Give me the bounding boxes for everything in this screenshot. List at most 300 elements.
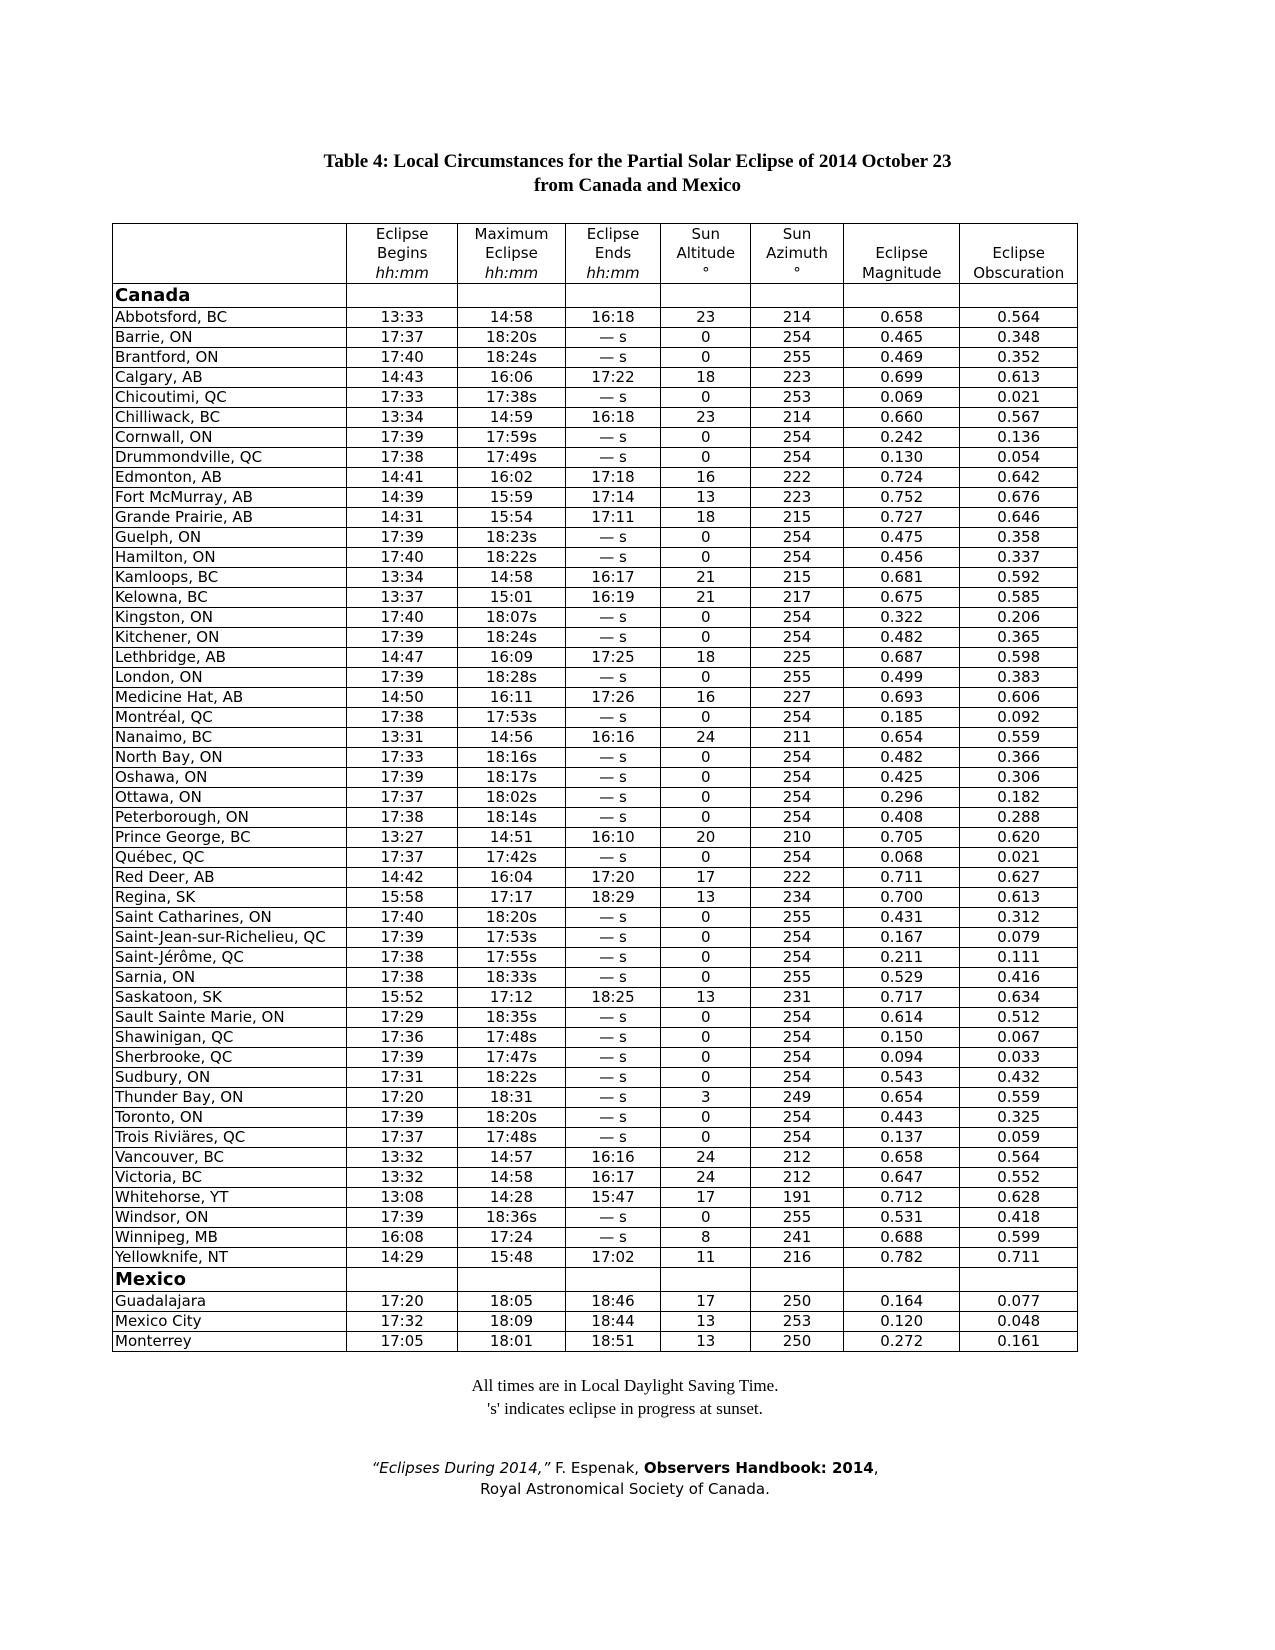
value-cell: 18:29 bbox=[565, 888, 661, 908]
value-cell: 0 bbox=[661, 388, 751, 408]
value-cell: 0.711 bbox=[960, 1248, 1078, 1268]
value-cell: 0 bbox=[661, 1008, 751, 1028]
location-cell: Medicine Hat, AB bbox=[113, 688, 347, 708]
value-cell: 0.365 bbox=[960, 628, 1078, 648]
value-cell: 17:53s bbox=[458, 928, 565, 948]
location-cell: London, ON bbox=[113, 668, 347, 688]
value-cell: 0.366 bbox=[960, 748, 1078, 768]
column-header bbox=[565, 224, 661, 284]
value-cell: 215 bbox=[751, 568, 844, 588]
value-cell: 17:39 bbox=[347, 528, 458, 548]
value-cell: 254 bbox=[751, 768, 844, 788]
value-cell: 212 bbox=[751, 1168, 844, 1188]
value-cell: 0.136 bbox=[960, 428, 1078, 448]
value-cell: 214 bbox=[751, 308, 844, 328]
value-cell: 14:50 bbox=[347, 688, 458, 708]
value-cell: 23 bbox=[661, 308, 751, 328]
value-cell: 0.033 bbox=[960, 1048, 1078, 1068]
value-cell: 17:05 bbox=[347, 1332, 458, 1352]
value-cell: — s bbox=[565, 1028, 661, 1048]
table-row bbox=[113, 388, 1078, 408]
value-cell: 0 bbox=[661, 848, 751, 868]
value-cell: 0.325 bbox=[960, 1108, 1078, 1128]
location-cell: Vancouver, BC bbox=[113, 1148, 347, 1168]
value-cell: 13 bbox=[661, 988, 751, 1008]
value-cell: 17 bbox=[661, 868, 751, 888]
table-row bbox=[113, 1088, 1078, 1108]
value-cell: 0.693 bbox=[843, 688, 960, 708]
value-cell: 17:18 bbox=[565, 468, 661, 488]
column-header bbox=[843, 224, 960, 284]
value-cell: 0.288 bbox=[960, 808, 1078, 828]
value-cell: — s bbox=[565, 548, 661, 568]
table-title-line1: Table 4: Local Circumstances for the Partial Solar Eclipse of 2014 October 23 bbox=[323, 151, 952, 172]
value-cell: 215 bbox=[751, 508, 844, 528]
value-cell: 13:31 bbox=[347, 728, 458, 748]
value-cell: 0 bbox=[661, 1068, 751, 1088]
location-cell: Guelph, ON bbox=[113, 528, 347, 548]
table-row bbox=[113, 988, 1078, 1008]
value-cell: 0.559 bbox=[960, 1088, 1078, 1108]
location-cell: Thunder Bay, ON bbox=[113, 1088, 347, 1108]
value-cell: 17:39 bbox=[347, 1048, 458, 1068]
location-cell: Shawinigan, QC bbox=[113, 1028, 347, 1048]
location-cell: Yellowknife, NT bbox=[113, 1248, 347, 1268]
value-cell: 254 bbox=[751, 848, 844, 868]
value-cell: 0.681 bbox=[843, 568, 960, 588]
value-cell: 0.543 bbox=[843, 1068, 960, 1088]
value-cell: 0.620 bbox=[960, 828, 1078, 848]
table-row bbox=[113, 1188, 1078, 1208]
value-cell: 0.627 bbox=[960, 868, 1078, 888]
empty-cell bbox=[751, 1268, 844, 1292]
value-cell: 0.628 bbox=[960, 1188, 1078, 1208]
value-cell: — s bbox=[565, 1108, 661, 1128]
value-cell: 0.606 bbox=[960, 688, 1078, 708]
value-cell: 0.688 bbox=[843, 1228, 960, 1248]
value-cell: — s bbox=[565, 428, 661, 448]
value-cell: 17:48s bbox=[458, 1028, 565, 1048]
value-cell: 16:17 bbox=[565, 568, 661, 588]
citation-line1 bbox=[0, 1458, 1250, 1479]
value-cell: 17:39 bbox=[347, 1208, 458, 1228]
value-cell: 18:20s bbox=[458, 908, 565, 928]
value-cell: 210 bbox=[751, 828, 844, 848]
location-cell: Mexico City bbox=[113, 1312, 347, 1332]
table-row bbox=[113, 948, 1078, 968]
value-cell: 14:57 bbox=[458, 1148, 565, 1168]
value-cell: 18:35s bbox=[458, 1008, 565, 1028]
value-cell: — s bbox=[565, 528, 661, 548]
value-cell: 18:20s bbox=[458, 1108, 565, 1128]
location-cell: Nanaimo, BC bbox=[113, 728, 347, 748]
value-cell: 13:08 bbox=[347, 1188, 458, 1208]
value-cell: 0.499 bbox=[843, 668, 960, 688]
column-header-line: Eclipse bbox=[992, 244, 1046, 262]
value-cell: 0 bbox=[661, 928, 751, 948]
value-cell: 249 bbox=[751, 1088, 844, 1108]
section-title: Canada bbox=[113, 284, 347, 308]
value-cell: 0.432 bbox=[960, 1068, 1078, 1088]
value-cell: 16:18 bbox=[565, 408, 661, 428]
note-sunset: 's' indicates eclipse in progress at sunset. bbox=[487, 1399, 763, 1418]
value-cell: 16:16 bbox=[565, 1148, 661, 1168]
value-cell: 0.658 bbox=[843, 308, 960, 328]
value-cell: 17:37 bbox=[347, 1128, 458, 1148]
location-cell: Chilliwack, BC bbox=[113, 408, 347, 428]
value-cell: 0.559 bbox=[960, 728, 1078, 748]
table-row bbox=[113, 528, 1078, 548]
value-cell: 216 bbox=[751, 1248, 844, 1268]
value-cell: 0.048 bbox=[960, 1312, 1078, 1332]
value-cell: — s bbox=[565, 328, 661, 348]
value-cell: 17:55s bbox=[458, 948, 565, 968]
table-row bbox=[113, 1028, 1078, 1048]
value-cell: 0.482 bbox=[843, 748, 960, 768]
value-cell: 14:42 bbox=[347, 868, 458, 888]
column-header bbox=[751, 224, 844, 284]
value-cell: 17 bbox=[661, 1188, 751, 1208]
value-cell: 0.322 bbox=[843, 608, 960, 628]
value-cell: 0.687 bbox=[843, 648, 960, 668]
value-cell: 16:17 bbox=[565, 1168, 661, 1188]
value-cell: 17:40 bbox=[347, 908, 458, 928]
value-cell: 0 bbox=[661, 1048, 751, 1068]
value-cell: — s bbox=[565, 1228, 661, 1248]
location-cell: Calgary, AB bbox=[113, 368, 347, 388]
citation-publisher: Royal Astronomical Society of Canada. bbox=[480, 1480, 770, 1498]
value-cell: 14:59 bbox=[458, 408, 565, 428]
column-header-line bbox=[960, 225, 1077, 245]
empty-cell bbox=[661, 284, 751, 308]
table-row bbox=[113, 768, 1078, 788]
value-cell: 21 bbox=[661, 568, 751, 588]
value-cell: 223 bbox=[751, 488, 844, 508]
value-cell: 21 bbox=[661, 588, 751, 608]
table-row bbox=[113, 428, 1078, 448]
table-row bbox=[113, 588, 1078, 608]
value-cell: 17:20 bbox=[347, 1088, 458, 1108]
location-cell: Winnipeg, MB bbox=[113, 1228, 347, 1248]
value-cell: 0 bbox=[661, 748, 751, 768]
location-cell: Prince George, BC bbox=[113, 828, 347, 848]
value-cell: 254 bbox=[751, 748, 844, 768]
value-cell: 0.599 bbox=[960, 1228, 1078, 1248]
value-cell: 0.592 bbox=[960, 568, 1078, 588]
location-cell: Kelowna, BC bbox=[113, 588, 347, 608]
value-cell: 0.613 bbox=[960, 888, 1078, 908]
value-cell: 17:38 bbox=[347, 808, 458, 828]
value-cell: 15:54 bbox=[458, 508, 565, 528]
value-cell: 0.092 bbox=[960, 708, 1078, 728]
value-cell: 17:39 bbox=[347, 928, 458, 948]
value-cell: 17:33 bbox=[347, 748, 458, 768]
column-header-line: Ends bbox=[594, 244, 632, 262]
value-cell: 17:49s bbox=[458, 448, 565, 468]
value-cell: 254 bbox=[751, 788, 844, 808]
location-cell: Toronto, ON bbox=[113, 1108, 347, 1128]
value-cell: 15:01 bbox=[458, 588, 565, 608]
value-cell: — s bbox=[565, 628, 661, 648]
value-cell: 17:38 bbox=[347, 708, 458, 728]
value-cell: 0.079 bbox=[960, 928, 1078, 948]
table-row bbox=[113, 668, 1078, 688]
table-row bbox=[113, 328, 1078, 348]
value-cell: 255 bbox=[751, 908, 844, 928]
value-cell: 0.705 bbox=[843, 828, 960, 848]
value-cell: 254 bbox=[751, 1028, 844, 1048]
value-cell: 214 bbox=[751, 408, 844, 428]
value-cell: 255 bbox=[751, 348, 844, 368]
value-cell: 0.130 bbox=[843, 448, 960, 468]
value-cell: — s bbox=[565, 668, 661, 688]
column-header bbox=[960, 224, 1078, 284]
value-cell: 13:34 bbox=[347, 568, 458, 588]
value-cell: 0.206 bbox=[960, 608, 1078, 628]
value-cell: 18:14s bbox=[458, 808, 565, 828]
value-cell: 14:47 bbox=[347, 648, 458, 668]
eclipse-table bbox=[112, 223, 1078, 1352]
value-cell: 0.150 bbox=[843, 1028, 960, 1048]
value-cell: 16:16 bbox=[565, 728, 661, 748]
value-cell: 0.418 bbox=[960, 1208, 1078, 1228]
value-cell: 16:11 bbox=[458, 688, 565, 708]
table-row bbox=[113, 488, 1078, 508]
value-cell: 0.296 bbox=[843, 788, 960, 808]
value-cell: 0.567 bbox=[960, 408, 1078, 428]
value-cell: 0.306 bbox=[960, 768, 1078, 788]
location-cell: Peterborough, ON bbox=[113, 808, 347, 828]
value-cell: 18:31 bbox=[458, 1088, 565, 1108]
location-cell: Cornwall, ON bbox=[113, 428, 347, 448]
value-cell: 191 bbox=[751, 1188, 844, 1208]
value-cell: 13 bbox=[661, 488, 751, 508]
value-cell: 15:59 bbox=[458, 488, 565, 508]
value-cell: 16:18 bbox=[565, 308, 661, 328]
value-cell: 0 bbox=[661, 548, 751, 568]
value-cell: 0 bbox=[661, 328, 751, 348]
column-header bbox=[458, 224, 565, 284]
value-cell: 13 bbox=[661, 1312, 751, 1332]
table-row bbox=[113, 448, 1078, 468]
value-cell: 24 bbox=[661, 1148, 751, 1168]
value-cell: 14:31 bbox=[347, 508, 458, 528]
location-cell: Hamilton, ON bbox=[113, 548, 347, 568]
table-row bbox=[113, 748, 1078, 768]
value-cell: — s bbox=[565, 1048, 661, 1068]
value-cell: 0.658 bbox=[843, 1148, 960, 1168]
value-cell: 254 bbox=[751, 628, 844, 648]
location-cell: Lethbridge, AB bbox=[113, 648, 347, 668]
value-cell: 0.272 bbox=[843, 1332, 960, 1352]
value-cell: 17:22 bbox=[565, 368, 661, 388]
value-cell: 0 bbox=[661, 908, 751, 928]
table-title-line2: from Canada and Mexico bbox=[533, 175, 742, 196]
table-row bbox=[113, 808, 1078, 828]
value-cell: 0 bbox=[661, 428, 751, 448]
value-cell: 0.482 bbox=[843, 628, 960, 648]
location-cell: Guadalajara bbox=[113, 1292, 347, 1312]
table-row bbox=[113, 1048, 1078, 1068]
value-cell: 18:07s bbox=[458, 608, 565, 628]
value-cell: 250 bbox=[751, 1332, 844, 1352]
header-row bbox=[113, 224, 1078, 284]
value-cell: 254 bbox=[751, 928, 844, 948]
value-cell: 0.312 bbox=[960, 908, 1078, 928]
value-cell: — s bbox=[565, 748, 661, 768]
location-cell: Sherbrooke, QC bbox=[113, 1048, 347, 1068]
value-cell: 254 bbox=[751, 1008, 844, 1028]
value-cell: 13:33 bbox=[347, 308, 458, 328]
location-cell: Kitchener, ON bbox=[113, 628, 347, 648]
location-cell: Red Deer, AB bbox=[113, 868, 347, 888]
location-cell: Kamloops, BC bbox=[113, 568, 347, 588]
column-header-line bbox=[113, 264, 346, 284]
location-cell: Brantford, ON bbox=[113, 348, 347, 368]
value-cell: 0.337 bbox=[960, 548, 1078, 568]
value-cell: 0.059 bbox=[960, 1128, 1078, 1148]
table-row bbox=[113, 1292, 1078, 1312]
value-cell: — s bbox=[565, 1208, 661, 1228]
empty-cell bbox=[458, 284, 565, 308]
table-row bbox=[113, 688, 1078, 708]
value-cell: 17:24 bbox=[458, 1228, 565, 1248]
value-cell: 255 bbox=[751, 968, 844, 988]
value-cell: 16:06 bbox=[458, 368, 565, 388]
citation-title: “Eclipses During 2014,” bbox=[371, 1459, 551, 1477]
empty-cell bbox=[347, 284, 458, 308]
value-cell: 0 bbox=[661, 808, 751, 828]
location-cell: Chicoutimi, QC bbox=[113, 388, 347, 408]
empty-cell bbox=[347, 1268, 458, 1292]
value-cell: 0 bbox=[661, 788, 751, 808]
value-cell: 0.469 bbox=[843, 348, 960, 368]
table-row bbox=[113, 508, 1078, 528]
location-cell: Trois Riviäres, QC bbox=[113, 1128, 347, 1148]
value-cell: 223 bbox=[751, 368, 844, 388]
citation-author: F. Espenak, bbox=[550, 1459, 644, 1477]
value-cell: 14:29 bbox=[347, 1248, 458, 1268]
value-cell: 0.185 bbox=[843, 708, 960, 728]
section-header-row bbox=[113, 1268, 1078, 1292]
value-cell: 254 bbox=[751, 708, 844, 728]
value-cell: — s bbox=[565, 1008, 661, 1028]
column-header-line: Magnitude bbox=[861, 263, 942, 282]
value-cell: 17:20 bbox=[565, 868, 661, 888]
value-cell: 0.456 bbox=[843, 548, 960, 568]
value-cell: 18:22s bbox=[458, 548, 565, 568]
location-cell: Oshawa, ON bbox=[113, 768, 347, 788]
value-cell: 225 bbox=[751, 648, 844, 668]
value-cell: 231 bbox=[751, 988, 844, 1008]
value-cell: 227 bbox=[751, 688, 844, 708]
value-cell: 14:39 bbox=[347, 488, 458, 508]
value-cell: 13:32 bbox=[347, 1168, 458, 1188]
value-cell: 17:42s bbox=[458, 848, 565, 868]
location-cell: Windsor, ON bbox=[113, 1208, 347, 1228]
value-cell: 18:44 bbox=[565, 1312, 661, 1332]
value-cell: — s bbox=[565, 348, 661, 368]
value-cell: — s bbox=[565, 708, 661, 728]
column-header-line: ° bbox=[793, 263, 801, 282]
value-cell: 254 bbox=[751, 808, 844, 828]
value-cell: 14:58 bbox=[458, 1168, 565, 1188]
column-header-line: hh:mm bbox=[375, 263, 429, 282]
table-row bbox=[113, 1168, 1078, 1188]
table-row bbox=[113, 968, 1078, 988]
table-row bbox=[113, 1148, 1078, 1168]
value-cell: 14:58 bbox=[458, 308, 565, 328]
value-cell: 0.675 bbox=[843, 588, 960, 608]
value-cell: 0.634 bbox=[960, 988, 1078, 1008]
value-cell: 17:40 bbox=[347, 548, 458, 568]
value-cell: 254 bbox=[751, 608, 844, 628]
value-cell: 11 bbox=[661, 1248, 751, 1268]
value-cell: 0.752 bbox=[843, 488, 960, 508]
table-row bbox=[113, 348, 1078, 368]
value-cell: 0.242 bbox=[843, 428, 960, 448]
location-cell: Québec, QC bbox=[113, 848, 347, 868]
value-cell: 8 bbox=[661, 1228, 751, 1248]
value-cell: 17:31 bbox=[347, 1068, 458, 1088]
value-cell: 0.654 bbox=[843, 728, 960, 748]
value-cell: 0.531 bbox=[843, 1208, 960, 1228]
column-header-line: Altitude bbox=[676, 244, 736, 262]
value-cell: 0.348 bbox=[960, 328, 1078, 348]
table-row bbox=[113, 1228, 1078, 1248]
value-cell: 24 bbox=[661, 728, 751, 748]
value-cell: 0.465 bbox=[843, 328, 960, 348]
value-cell: 0.067 bbox=[960, 1028, 1078, 1048]
value-cell: 23 bbox=[661, 408, 751, 428]
empty-cell bbox=[960, 1268, 1078, 1292]
value-cell: 0.358 bbox=[960, 528, 1078, 548]
location-cell: Barrie, ON bbox=[113, 328, 347, 348]
location-cell: Drummondville, QC bbox=[113, 448, 347, 468]
value-cell: — s bbox=[565, 448, 661, 468]
value-cell: — s bbox=[565, 908, 661, 928]
value-cell: 18:09 bbox=[458, 1312, 565, 1332]
citation bbox=[0, 1458, 1250, 1500]
table-notes bbox=[0, 1374, 1250, 1420]
value-cell: 0.711 bbox=[843, 868, 960, 888]
value-cell: 0 bbox=[661, 448, 751, 468]
location-cell: Monterrey bbox=[113, 1332, 347, 1352]
value-cell: 13:34 bbox=[347, 408, 458, 428]
value-cell: 0.164 bbox=[843, 1292, 960, 1312]
value-cell: 0.161 bbox=[960, 1332, 1078, 1352]
value-cell: 254 bbox=[751, 428, 844, 448]
location-cell: Sudbury, ON bbox=[113, 1068, 347, 1088]
location-cell: Montréal, QC bbox=[113, 708, 347, 728]
section-title: Mexico bbox=[113, 1268, 347, 1292]
value-cell: 17:02 bbox=[565, 1248, 661, 1268]
column-header-line: Eclipse bbox=[485, 244, 538, 262]
value-cell: 0 bbox=[661, 1128, 751, 1148]
value-cell: 0 bbox=[661, 628, 751, 648]
value-cell: 255 bbox=[751, 668, 844, 688]
value-cell: 0 bbox=[661, 708, 751, 728]
value-cell: 18:02s bbox=[458, 788, 565, 808]
table-row bbox=[113, 628, 1078, 648]
value-cell: 0 bbox=[661, 1028, 751, 1048]
value-cell: 20 bbox=[661, 828, 751, 848]
value-cell: 0.700 bbox=[843, 888, 960, 908]
value-cell: 254 bbox=[751, 448, 844, 468]
value-cell: 0 bbox=[661, 948, 751, 968]
value-cell: 18:17s bbox=[458, 768, 565, 788]
value-cell: 0.564 bbox=[960, 1148, 1078, 1168]
